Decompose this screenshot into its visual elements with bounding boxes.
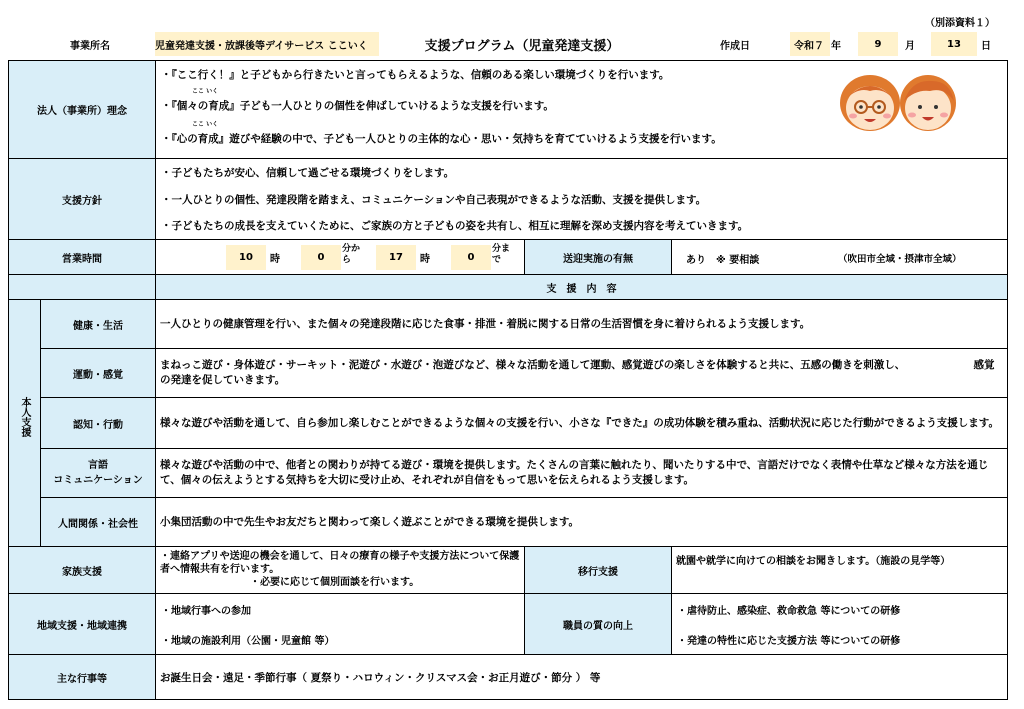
- community-item-1: ・地域行事への参加: [161, 606, 251, 617]
- transport-area: （吹田市全域・摂津市全域）: [838, 254, 962, 265]
- philosophy-item-1: ・『ここ行く！』と子どもから行きたいと言ってもらえるような、信頼のある楽しい環境づくりを行います。: [161, 69, 670, 81]
- events-label: 主な行事等: [8, 654, 156, 700]
- family-support-label: 家族支援: [8, 546, 156, 594]
- child-face-left: [840, 75, 900, 131]
- health-life-label: 健康・生活: [40, 299, 156, 349]
- cognition-behavior-label: 認知・行動: [40, 397, 156, 449]
- community-item-2: ・地域の施設利用（公園・児童館 等）: [161, 636, 335, 647]
- support-header-spacer: [8, 274, 156, 300]
- policy-item-2: ・一人ひとりの個性、発達段階を踏まえ、コミュニケーションや自己表現ができるような活動、支援を提供します。: [161, 194, 707, 206]
- program-title: 支援プログラム（児童発達支援）: [424, 38, 620, 54]
- era-value: 令和７: [790, 32, 830, 56]
- month-unit: 月: [905, 40, 915, 52]
- support-header: 支 援 内 容: [155, 274, 1008, 300]
- staff-quality-cell: [671, 593, 1008, 655]
- philosophy-cell: [155, 60, 1008, 159]
- hour-unit-1: 時: [270, 254, 280, 265]
- community-label: 地域支援・地域連携: [8, 593, 156, 655]
- two-children-faces-icon: [832, 71, 962, 133]
- policy-label: 支援方針: [8, 158, 156, 240]
- appendix-label: （別添資料１）: [925, 18, 995, 29]
- transport-value: あり ※ 要相談: [686, 255, 760, 266]
- health-life-text: 一人ひとりの健康管理を行い、また個々の発達段階に応じた食事・排泄・着脱に関する日常の生活習慣を身に着けられるよう支援します。: [155, 299, 1008, 349]
- year-unit: 年: [831, 40, 841, 52]
- child-face-right: [900, 75, 956, 131]
- start-hour: 10: [226, 245, 266, 270]
- language-communication-label: 言語 コミュニケーション: [40, 448, 156, 498]
- staff-quality-label: 職員の質の向上: [524, 593, 672, 655]
- motor-sensory-text: まねっこ遊び・身体遊び・サーキット・泥遊び・水遊び・泡遊びなど、様々な活動を通して運動、感覚遊びの楽しさを体験すると共に、五感の働きを刺激し、 感覚の発達を促していきます。: [155, 348, 1008, 398]
- transport-cell: [671, 239, 1008, 275]
- social-relations-text: 小集団活動の中で先生やお友だちと関わって楽しく遊ぶことができる環境を提供します。: [155, 497, 1008, 547]
- start-minute: 0: [301, 245, 341, 270]
- transition-support-label: 移行支援: [524, 546, 672, 594]
- hours-label: 営業時間: [8, 239, 156, 275]
- staff-item-2: ・発達の特性に応じた支援方法 等についての研修: [677, 636, 901, 647]
- day-unit: 日: [981, 40, 991, 52]
- from-unit: 分から: [342, 244, 361, 265]
- community-cell: [155, 593, 525, 655]
- transport-label: 送迎実施の有無: [524, 239, 672, 275]
- philosophy-label: 法人（事業所）理念: [8, 60, 156, 159]
- hours-cell: [155, 239, 525, 275]
- family-support-text: ・連絡アプリや送迎の機会を通して、日々の療育の様子や支援方法について保護者へ情報共有を行います。 ・必要に応じて個別面談を行います。: [155, 546, 525, 594]
- office-name: 児童発達支援・放課後等デイサービス ここいく: [155, 32, 379, 56]
- day-value: 13: [931, 32, 977, 56]
- philosophy-ruby-1: ここ いく: [192, 88, 219, 95]
- philosophy-ruby-2: ここ いく: [192, 121, 219, 128]
- policy-item-1: ・子どもたちが安心、信頼して過ごせる環境づくりをします。: [161, 167, 455, 179]
- philosophy-item-2: ・『個々の育成』子ども一人ひとりの個性を伸ばしていけるような支援を行います。: [161, 100, 554, 112]
- personal-support-label: 本人支援: [8, 299, 41, 547]
- office-label: 事業所名: [70, 40, 110, 52]
- to-unit: 分まで: [492, 244, 511, 265]
- events-text: お誕生日会・遠足・季節行事（ 夏祭り・ハロウィン・クリスマス会・お正月遊び・節分 ） 等: [155, 654, 1008, 700]
- staff-item-1: ・虐待防止、感染症、救命救急 等についての研修: [677, 606, 901, 617]
- hour-unit-2: 時: [420, 254, 430, 265]
- social-relations-label: 人間関係・社会性: [40, 497, 156, 547]
- cognition-behavior-text: 様々な遊びや活動を通して、自ら参加し楽しむことができるような個々の支援を行い、小さな『できた』の成功体験を積み重ね、活動状況に応じた行動ができるよう支援します。: [155, 397, 1008, 449]
- motor-sensory-label: 運動・感覚: [40, 348, 156, 398]
- month-value: 9: [858, 32, 898, 56]
- policy-cell: [155, 158, 1008, 240]
- transition-support-text: 就園や就学に向けての相談をお聞きします。（施設の見学等）: [671, 546, 1008, 594]
- end-hour: 17: [376, 245, 416, 270]
- created-label: 作成日: [720, 40, 750, 52]
- policy-item-3: ・子どもたちの成長を支えていくために、ご家族の方と子どもの姿を共有し、相互に理解を深め支援内容を考えていきます。: [161, 220, 749, 232]
- philosophy-item-3: ・『心の育成』遊びや経験の中で、子ども一人ひとりの主体的な心・思い・気持ちを育てていけるよう支援を行います。: [161, 133, 722, 145]
- language-communication-text: 様々な遊びや活動の中で、他者との関わりが持てる遊び・環境を提供します。たくさんの言葉に触れたり、聞いたりする中で、言語だけでなく表情や仕草など様々な方法を通じて、個々の伝えようとする気持ちを大切に受け止め、それぞれが自信をもって思いを伝えられるよう支援します。: [155, 448, 1008, 498]
- end-minute: 0: [451, 245, 491, 270]
